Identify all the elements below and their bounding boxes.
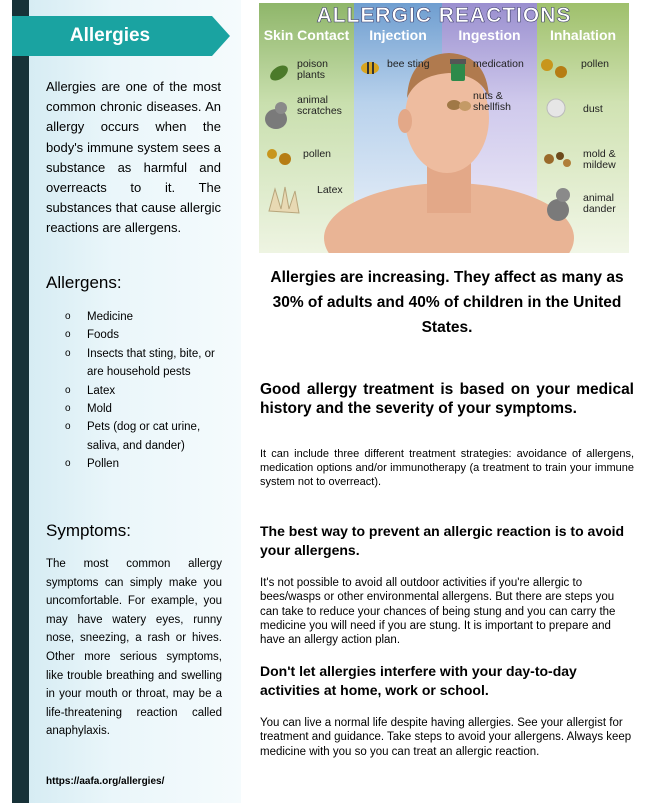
- intro-paragraph: Allergies are one of the most common chronic diseases. An allergy occurs when the body's immune system sees a substance as harmful and overreacts to it. The substances that cause allergic reactions are allergens.: [46, 79, 221, 236]
- pollen-icon: [539, 57, 573, 81]
- symptoms-heading: Symptoms:: [46, 521, 132, 540]
- leaf-icon: [267, 61, 291, 85]
- list-item: o Medicine: [63, 308, 228, 326]
- label-latex: Latex: [317, 184, 343, 196]
- label-mold-mildew: mold & mildew: [583, 148, 616, 171]
- treatment-paragraph: It can include three different treatment strategies: avoidance of allergens, medication options and/or immunotherapy (a treatment to train your immune system not to overreact).: [260, 448, 634, 489]
- label-medication: medication: [473, 58, 524, 70]
- pollen-icon: [265, 146, 295, 168]
- label-animal-scratches: animal scratches: [297, 94, 342, 117]
- label-pollen-air: pollen: [581, 58, 610, 70]
- list-item: o Mold: [63, 400, 228, 418]
- medication-icon: [447, 57, 469, 83]
- title-banner: [12, 16, 230, 56]
- left-accent-bar: [12, 0, 29, 803]
- allergens-list: [63, 308, 228, 474]
- daily-heading: Don't let allergies interfere with your day-to-day activities at home, work or school.: [260, 663, 577, 698]
- figure-title: ALLERGIC REACTIONS: [316, 4, 572, 27]
- page-title: Allergies: [69, 25, 151, 46]
- mold-icon: [541, 147, 573, 171]
- label-bee-sting: bee sting: [387, 58, 430, 70]
- allergens-heading: Allergens:: [46, 273, 122, 292]
- treatment-heading: Good allergy treatment is based on your medical history and the severity of your symptoms.: [260, 381, 634, 417]
- allergic-reactions-illustration: [259, 3, 629, 253]
- source-link[interactable]: https://aafa.org/allergies/: [46, 776, 165, 787]
- list-item: o Pets (dog or cat urine, saliva, and dander): [63, 418, 228, 455]
- cat-icon: [543, 185, 575, 223]
- list-item: o Foods: [63, 326, 228, 344]
- label-pollen-skin: pollen: [303, 148, 332, 160]
- prevent-paragraph: It's not possible to avoid all outdoor activities if you're allergic to bees/wasps or other environmental allergens. But there are steps you can take to reduce your chances of being stung and you can carry the medicine you will need if you are stung. It is important to prepare and have an allergy action plan.: [260, 577, 616, 647]
- dust-icon: [543, 97, 569, 119]
- headline-statistic: Allergies are increasing. They affect as many as 30% of adults and 40% of children in the United States.: [270, 269, 624, 336]
- cat-icon: [261, 99, 291, 131]
- glove-icon: [265, 183, 305, 217]
- list-item: o Latex: [63, 382, 228, 400]
- symptoms-paragraph: The most common allergy symptoms can simply make you uncomfortable. For example, you may have watery eyes, runny nose, sneezing, a rash or hives. Other more serious symptoms, like trouble breathing and swelling in your mouth or throat, may be a life-threatening reaction called anaphylaxis.: [46, 558, 222, 738]
- nut-icon: [446, 95, 472, 115]
- list-item: o Pollen: [63, 455, 228, 473]
- column-header-skin: Skin Contact: [263, 27, 350, 43]
- label-animal-dander: animal dander: [583, 192, 616, 215]
- bee-icon: [357, 57, 383, 77]
- prevent-heading: The best way to prevent an allergic reaction is to avoid your allergens.: [260, 523, 625, 558]
- list-item: o Insects that sting, bite, or are household pests: [63, 345, 228, 382]
- column-header-ingestion: Ingestion: [458, 27, 521, 43]
- label-dust: dust: [583, 103, 603, 115]
- column-header-inhalation: Inhalation: [549, 27, 617, 43]
- column-header-injection: Injection: [369, 27, 427, 43]
- label-poison-plants: poison plants: [297, 58, 328, 81]
- label-nuts-shellfish: nuts & shellfish: [473, 90, 511, 113]
- daily-paragraph: You can live a normal life despite having allergies. See your allergist for treatment and guidance. Take steps to avoid your allergens. Always keep medicine with you so you can treat an allergic reaction.: [260, 717, 632, 758]
